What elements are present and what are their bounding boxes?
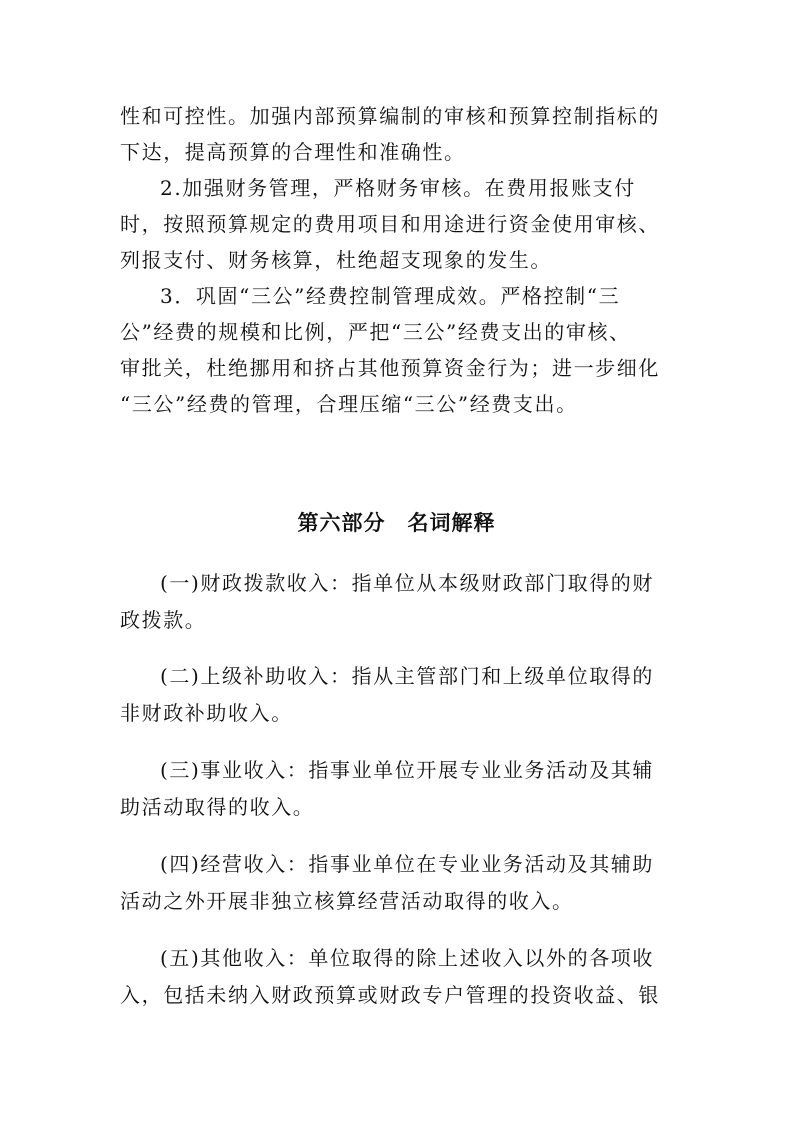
definition-line: (二)上级补助收入：指从主管部门和上级单位取得的 (160, 664, 655, 688)
paragraph-line: 2.加强财务管理，严格财务审核。在费用报账支付 (160, 176, 636, 200)
paragraph-line: 时，按照预算规定的费用项目和用途进行资金使用审核、 (120, 212, 660, 236)
paragraph-line: 性和可控性。加强内部预算编制的审核和预算控制指标的 (120, 104, 660, 128)
paragraph-line: 3．巩固“三公”经费控制管理成效。严格控制“三 (160, 284, 621, 308)
definition-line: 非财政补助收入。 (120, 701, 293, 725)
definition-line: (四)经营收入：指事业单位在专业业务活动及其辅助 (160, 852, 655, 876)
paragraph-line: 列报支付、财务核算，杜绝超支现象的发生。 (120, 248, 552, 272)
definition-line: 活动之外开展非独立核算经营活动取得的收入。 (120, 889, 574, 913)
definition-line: (五)其他收入：单位取得的除上述收入以外的各项收 (160, 946, 655, 970)
paragraph-line: “三公”经费的管理，合理压缩“三公”经费支出。 (120, 392, 578, 416)
paragraph-line: 公”经费的规模和比例，严把“三公”经费支出的审核、 (120, 320, 631, 344)
paragraph-line: 审批关，杜绝挪用和挤占其他预算资金行为；进一步细化 (120, 356, 660, 380)
definition-line: 助活动取得的收入。 (120, 795, 315, 819)
definition-line: 政拨款。 (120, 608, 207, 632)
section-heading: 第六部分 名词解释 (297, 511, 496, 535)
paragraph-line: 下达，提高预算的合理性和准确性。 (120, 140, 466, 164)
definition-line: 入，包括未纳入财政预算或财政专户管理的投资收益、银 (120, 983, 660, 1007)
definition-line: (三)事业收入：指事业单位开展专业业务活动及其辅 (160, 758, 655, 782)
definition-line: (一)财政拨款收入：指单位从本级财政部门取得的财 (160, 571, 655, 595)
